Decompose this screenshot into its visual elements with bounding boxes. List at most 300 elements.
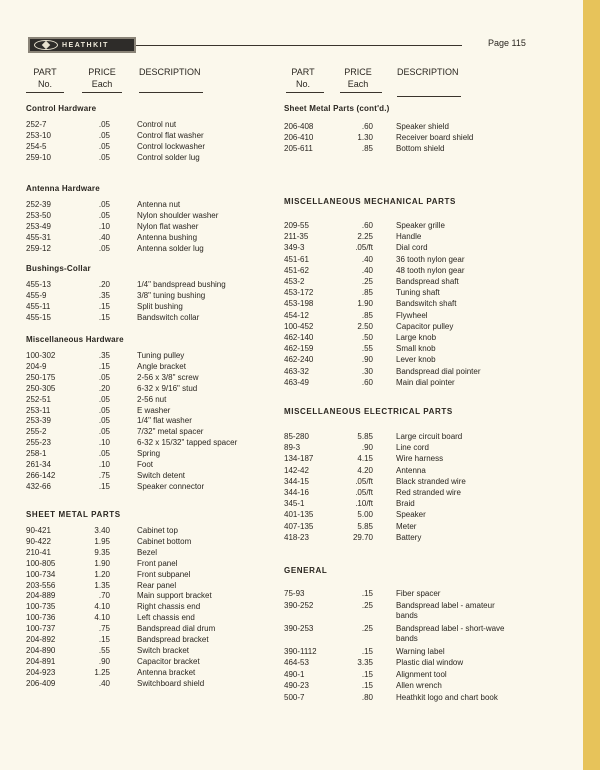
part-row — [26, 350, 306, 361]
part-row — [26, 459, 306, 470]
part-price: 4.20 — [357, 465, 373, 475]
part-number: 100-805 — [26, 558, 56, 568]
part-description: Battery — [396, 532, 422, 542]
part-price: .35 — [98, 351, 110, 360]
part-row — [284, 692, 564, 703]
logo-diamond-icon — [34, 40, 58, 50]
part-number: 462-159 — [284, 344, 314, 354]
part-number: 100-735 — [26, 602, 56, 612]
part-number: 75-93 — [284, 589, 305, 598]
left-part-sub: No. — [37, 79, 52, 89]
part-price: .90 — [361, 443, 373, 453]
part-description: 1/4" bandspread bushing — [137, 280, 226, 289]
part-number: 90-421 — [26, 526, 51, 535]
part-row — [284, 521, 564, 532]
part-description: Handle — [396, 232, 422, 242]
part-row — [284, 220, 564, 231]
part-description: Control lockwasher — [137, 141, 206, 151]
part-price: 2.50 — [357, 321, 373, 331]
left-desc-underline — [139, 92, 203, 93]
part-number: 142-42 — [284, 465, 309, 475]
part-price: .05 — [98, 200, 110, 209]
part-row — [284, 646, 564, 657]
part-description: Fiber spacer — [396, 589, 441, 598]
part-number: 390-252 — [284, 600, 314, 610]
part-row — [26, 199, 306, 210]
part-row — [26, 232, 309, 243]
part-row — [26, 569, 306, 580]
part-price: 3.40 — [94, 526, 110, 535]
part-row — [26, 210, 306, 221]
part-price: 2.25 — [357, 232, 373, 242]
part-number: 253-49 — [26, 221, 51, 231]
part-description: Switch bracket — [137, 645, 190, 655]
part-price: 1.20 — [94, 569, 110, 579]
part-price: 5.85 — [357, 432, 373, 441]
part-description: 6-32 x 15/32" tapped spacer — [137, 438, 238, 448]
part-number: 462-140 — [284, 333, 314, 342]
part-number: 204-9 — [26, 361, 47, 371]
part-row — [26, 152, 306, 163]
part-price: .25 — [361, 623, 373, 633]
part-number: 453-198 — [284, 299, 314, 309]
part-row — [284, 532, 564, 543]
part-row — [284, 310, 564, 321]
part-description: Speaker connector — [137, 481, 205, 491]
part-row — [26, 547, 306, 558]
part-row — [284, 633, 564, 644]
part-description: Large circuit board — [396, 432, 463, 441]
part-row — [284, 377, 564, 388]
logo-text: HEATHKIT — [62, 41, 109, 49]
part-description: Capacitor pulley — [396, 321, 454, 331]
part-description: Braid — [396, 499, 415, 509]
part-description: Bandspread dial drum — [137, 624, 216, 634]
part-row — [284, 132, 564, 143]
part-price: 29.70 — [352, 532, 373, 542]
part-description: Split bushing — [137, 301, 183, 311]
part-price: .05 — [98, 152, 110, 162]
part-price: .05/ft — [355, 488, 373, 497]
part-description: Capacitor bracket — [137, 656, 200, 666]
part-number: 250-175 — [26, 372, 56, 382]
part-row — [26, 536, 306, 547]
part-description: Receiver board shield — [396, 133, 474, 143]
part-price: .35 — [98, 290, 110, 300]
part-price: 1.95 — [94, 536, 110, 546]
part-price: .10/ft — [355, 499, 373, 509]
part-row — [284, 121, 564, 132]
part-row — [284, 265, 564, 276]
page-number: Page 115 — [488, 38, 526, 48]
part-number: 344-15 — [284, 476, 309, 486]
page-edge — [583, 0, 600, 770]
part-description: Cabinet top — [137, 526, 178, 535]
part-price: .05 — [98, 141, 110, 151]
part-price: .80 — [361, 693, 373, 702]
part-number: 204-923 — [26, 667, 56, 677]
part-row — [26, 279, 306, 290]
part-number: 432-66 — [26, 481, 51, 491]
part-number: 255-2 — [26, 427, 47, 437]
part-row — [26, 383, 306, 394]
part-price: 4.15 — [357, 454, 373, 464]
part-description: Small knob — [396, 344, 436, 354]
part-description: Speaker grille — [396, 221, 445, 230]
part-description: Tuning pulley — [137, 351, 185, 360]
part-description: Antenna nut — [137, 200, 181, 209]
part-description: Black stranded wire — [396, 476, 466, 486]
part-number: 345-1 — [284, 499, 305, 509]
part-number: 204-891 — [26, 656, 56, 666]
part-number: 455-9 — [26, 290, 47, 300]
part-row — [26, 415, 306, 426]
part-number: 205-611 — [284, 144, 313, 154]
heathkit-logo — [28, 37, 136, 53]
part-row — [284, 465, 564, 476]
part-price: 1.90 — [94, 558, 110, 568]
part-number: 390-253 — [284, 623, 314, 633]
left-part-underline — [26, 92, 64, 93]
part-number: 252-51 — [26, 394, 51, 404]
part-number: 451-61 — [284, 254, 309, 264]
part-number: 261-34 — [26, 460, 51, 469]
part-row — [26, 656, 306, 667]
part-row — [26, 437, 306, 448]
part-row — [26, 667, 306, 678]
part-row — [284, 498, 564, 509]
part-row — [26, 141, 306, 152]
part-row — [284, 242, 564, 253]
part-number: 455-11 — [26, 301, 51, 311]
part-row — [284, 231, 564, 242]
part-description: Plastic dial window — [396, 658, 464, 668]
part-price: .15 — [98, 312, 110, 322]
part-price: 1.25 — [94, 667, 110, 677]
section-heading: Sheet Metal Parts (cont'd.) — [284, 104, 390, 113]
part-price: .50 — [361, 333, 373, 342]
part-price: .05 — [98, 427, 110, 437]
part-row — [284, 431, 564, 442]
right-price-underline — [340, 92, 382, 93]
part-description: Line cord — [396, 443, 429, 453]
part-number: 455-31 — [26, 232, 51, 242]
part-description: Nylon shoulder washer — [137, 210, 219, 220]
part-price: .05 — [98, 405, 110, 415]
part-number: 100-736 — [26, 613, 56, 623]
part-price: .85 — [361, 288, 373, 298]
part-price: .75 — [98, 470, 110, 480]
part-price: .05 — [98, 120, 110, 129]
part-description: Switchboard shield — [137, 678, 205, 688]
header-rule — [136, 45, 462, 46]
part-description: 3/8" tuning bushing — [137, 290, 206, 300]
part-price: 9.35 — [94, 547, 110, 557]
part-number: 490-23 — [284, 681, 309, 691]
part-description: Antenna solder lug — [137, 243, 204, 253]
part-description: Control flat washer — [137, 130, 204, 140]
part-row — [26, 580, 306, 591]
part-row — [26, 634, 306, 645]
part-price: 5.00 — [357, 510, 373, 520]
part-description: 6-32 x 9/16" stud — [137, 383, 198, 393]
part-number: 210-41 — [26, 547, 51, 557]
part-row — [26, 243, 306, 254]
part-number: 204-890 — [26, 645, 56, 655]
part-row — [26, 678, 306, 689]
part-number: 253-10 — [26, 130, 51, 140]
part-description: Control solder lug — [137, 152, 200, 162]
section-heading: MISCELLANEOUS MECHANICAL PARTS — [284, 197, 456, 206]
part-description: Warning label — [396, 646, 445, 656]
part-row — [284, 276, 564, 287]
part-number: 401-135 — [284, 510, 314, 520]
part-price: .55 — [361, 344, 373, 354]
part-number: 100-452 — [284, 321, 314, 331]
part-description: E washer — [137, 405, 171, 415]
part-row — [284, 332, 564, 343]
part-description: Rear panel — [137, 580, 177, 590]
part-description: Speaker — [396, 510, 426, 520]
part-number: 253-50 — [26, 210, 51, 220]
part-description: Angle bracket — [137, 361, 186, 371]
part-price: .15 — [361, 669, 373, 679]
part-row — [284, 476, 564, 487]
part-row — [26, 221, 306, 232]
part-description: Bandspread dial pointer — [396, 366, 481, 376]
part-number: 259-10 — [26, 152, 51, 162]
part-description: 1/4" flat washer — [137, 416, 192, 426]
part-price: .90 — [361, 355, 373, 365]
part-description: bands — [396, 610, 418, 620]
part-price: .05/ft — [355, 243, 373, 253]
right-desc-header: DESCRIPTION — [397, 67, 459, 77]
part-row — [26, 558, 306, 569]
part-description: Dial cord — [396, 243, 428, 253]
left-desc-header: DESCRIPTION — [139, 67, 201, 77]
part-description: Flywheel — [396, 310, 428, 320]
part-number: 463-49 — [284, 377, 309, 387]
part-price: .15 — [361, 681, 373, 691]
part-price: .85 — [361, 310, 373, 320]
part-number: 255-23 — [26, 438, 51, 448]
part-number: 254-5 — [26, 141, 47, 151]
part-price: .05 — [98, 210, 110, 220]
section-heading: Control Hardware — [26, 104, 97, 113]
part-number: 259-12 — [26, 243, 51, 253]
part-row — [284, 321, 564, 332]
part-price: .60 — [361, 221, 373, 230]
part-number: 252-39 — [26, 200, 51, 209]
part-price: .40 — [98, 232, 110, 242]
part-description: Lever knob — [396, 355, 436, 365]
part-row — [284, 610, 564, 621]
part-description: Tuning shaft — [396, 288, 440, 298]
part-price: .40 — [98, 678, 110, 688]
part-price: .90 — [98, 656, 110, 666]
right-price-label: PRICE — [344, 67, 372, 77]
part-description: Antenna bushing — [137, 232, 198, 242]
part-number: 462-240 — [284, 355, 314, 365]
part-number: 349-3 — [284, 243, 305, 253]
part-price: .05/ft — [355, 476, 373, 486]
part-price: .25 — [361, 600, 373, 610]
part-row — [26, 645, 306, 656]
part-description: Switch detent — [137, 470, 186, 480]
left-price-underline — [82, 92, 122, 93]
part-price: .15 — [361, 589, 373, 598]
part-row — [26, 612, 306, 623]
part-price: 1.90 — [357, 299, 373, 309]
part-price: .15 — [98, 301, 110, 311]
left-part-label: PART — [33, 67, 57, 77]
part-price: .30 — [361, 366, 373, 376]
part-price: .20 — [98, 280, 110, 289]
part-price: .70 — [98, 591, 110, 601]
right-desc-underline — [397, 96, 461, 97]
part-number: 464-53 — [284, 658, 309, 668]
part-row — [26, 405, 306, 416]
part-description: Large knob — [396, 333, 437, 342]
part-row — [26, 448, 306, 459]
part-price: 1.35 — [94, 580, 110, 590]
part-number: 206-408 — [284, 122, 314, 131]
part-number: 209-55 — [284, 221, 309, 230]
part-price: .05 — [98, 394, 110, 404]
part-row — [26, 590, 306, 601]
part-number: 204-892 — [26, 635, 56, 644]
part-description: Bandswitch shaft — [396, 299, 457, 309]
part-number: 453-2 — [284, 277, 305, 286]
part-row — [284, 354, 564, 365]
part-price: .15 — [98, 361, 110, 371]
part-row — [26, 119, 306, 130]
part-number: 454-12 — [284, 310, 309, 320]
part-description: Nylon flat washer — [137, 221, 199, 231]
part-description: Front panel — [137, 558, 178, 568]
part-number: 455-15 — [26, 312, 51, 322]
part-row — [284, 254, 564, 265]
part-number: 490-1 — [284, 669, 305, 679]
part-description: Bandswitch collar — [137, 312, 200, 322]
part-number: 211-35 — [284, 232, 309, 242]
part-description: Alignment tool — [396, 669, 447, 679]
left-price-sub: Each — [91, 79, 113, 89]
part-number: 252-7 — [26, 120, 47, 129]
part-row — [284, 453, 564, 464]
part-price: 3.35 — [357, 658, 373, 668]
part-row — [26, 361, 306, 372]
part-description: Front subpanel — [137, 569, 191, 579]
part-number: 463-32 — [284, 366, 309, 376]
section-heading: MISCELLANEOUS ELECTRICAL PARTS — [284, 407, 453, 416]
right-price-header — [340, 66, 376, 90]
part-number: 206-409 — [26, 678, 56, 688]
part-description: Wire harness — [396, 454, 444, 464]
part-description: Meter — [396, 521, 417, 531]
left-price-label: PRICE — [88, 67, 116, 77]
part-row — [284, 366, 564, 377]
part-price: .15 — [98, 635, 110, 644]
part-price: .40 — [361, 254, 373, 264]
part-number: 203-556 — [26, 580, 56, 590]
part-description: Control nut — [137, 120, 177, 129]
part-price: .85 — [361, 144, 373, 154]
part-number: 134-187 — [284, 454, 314, 464]
section-heading: SHEET METAL PARTS — [26, 510, 121, 519]
part-row — [284, 442, 564, 453]
part-row — [284, 669, 564, 680]
part-description: Heathkit logo and chart book — [396, 693, 498, 702]
part-description: bands — [396, 633, 418, 643]
part-description: Red stranded wire — [396, 488, 461, 497]
part-number: 100-302 — [26, 351, 56, 360]
part-row — [26, 372, 306, 383]
part-row — [26, 481, 306, 492]
part-number: 455-13 — [26, 280, 51, 289]
part-row — [26, 130, 306, 141]
part-number: 90-422 — [26, 536, 51, 546]
part-price: .20 — [98, 383, 110, 393]
part-price: .60 — [361, 122, 373, 131]
part-price: .05 — [98, 130, 110, 140]
part-row — [26, 470, 306, 481]
part-description: 7/32" metal spacer — [137, 427, 204, 437]
part-number: 344-16 — [284, 488, 309, 497]
right-part-label: PART — [291, 67, 315, 77]
part-number: 258-1 — [26, 449, 47, 459]
part-description: Antenna — [396, 465, 426, 475]
part-number: 100-737 — [26, 624, 56, 634]
part-row — [284, 657, 564, 668]
part-description: Bandspread label - short-wave — [396, 623, 505, 633]
part-description: Bandspread label - amateur — [396, 600, 495, 610]
section-heading: GENERAL — [284, 566, 328, 575]
part-row — [26, 426, 306, 437]
part-description: 36 tooth nylon gear — [396, 254, 465, 264]
part-description: Spring — [137, 449, 161, 459]
part-description: Main support bracket — [137, 591, 212, 601]
part-description: Bandspread bracket — [137, 635, 209, 644]
part-row — [26, 623, 306, 634]
part-price: .10 — [98, 460, 110, 469]
part-description: 48 tooth nylon gear — [396, 265, 465, 275]
part-number: 89-3 — [284, 443, 301, 453]
part-number: 100-734 — [26, 569, 56, 579]
part-row — [284, 287, 564, 298]
part-price: .55 — [98, 645, 110, 655]
left-part-header — [30, 66, 60, 90]
part-number: 85-280 — [284, 432, 309, 441]
part-number: 500-7 — [284, 693, 305, 702]
part-description: Main dial pointer — [396, 377, 455, 387]
part-description: Left chassis end — [137, 613, 195, 623]
part-price: .15 — [361, 646, 373, 656]
section-heading: Miscellaneous Hardware — [26, 335, 124, 344]
part-number: 390-1112 — [284, 646, 317, 656]
right-part-underline — [286, 92, 324, 93]
part-description: Foot — [137, 460, 154, 469]
part-price: 4.10 — [94, 613, 110, 623]
part-number: 206-410 — [284, 133, 314, 143]
part-row — [284, 143, 564, 154]
left-price-header — [84, 66, 120, 90]
part-number: 407-135 — [284, 521, 314, 531]
part-number: 453-172 — [284, 288, 314, 298]
part-row — [284, 487, 564, 498]
part-price: .60 — [361, 377, 373, 387]
part-row — [26, 301, 306, 312]
